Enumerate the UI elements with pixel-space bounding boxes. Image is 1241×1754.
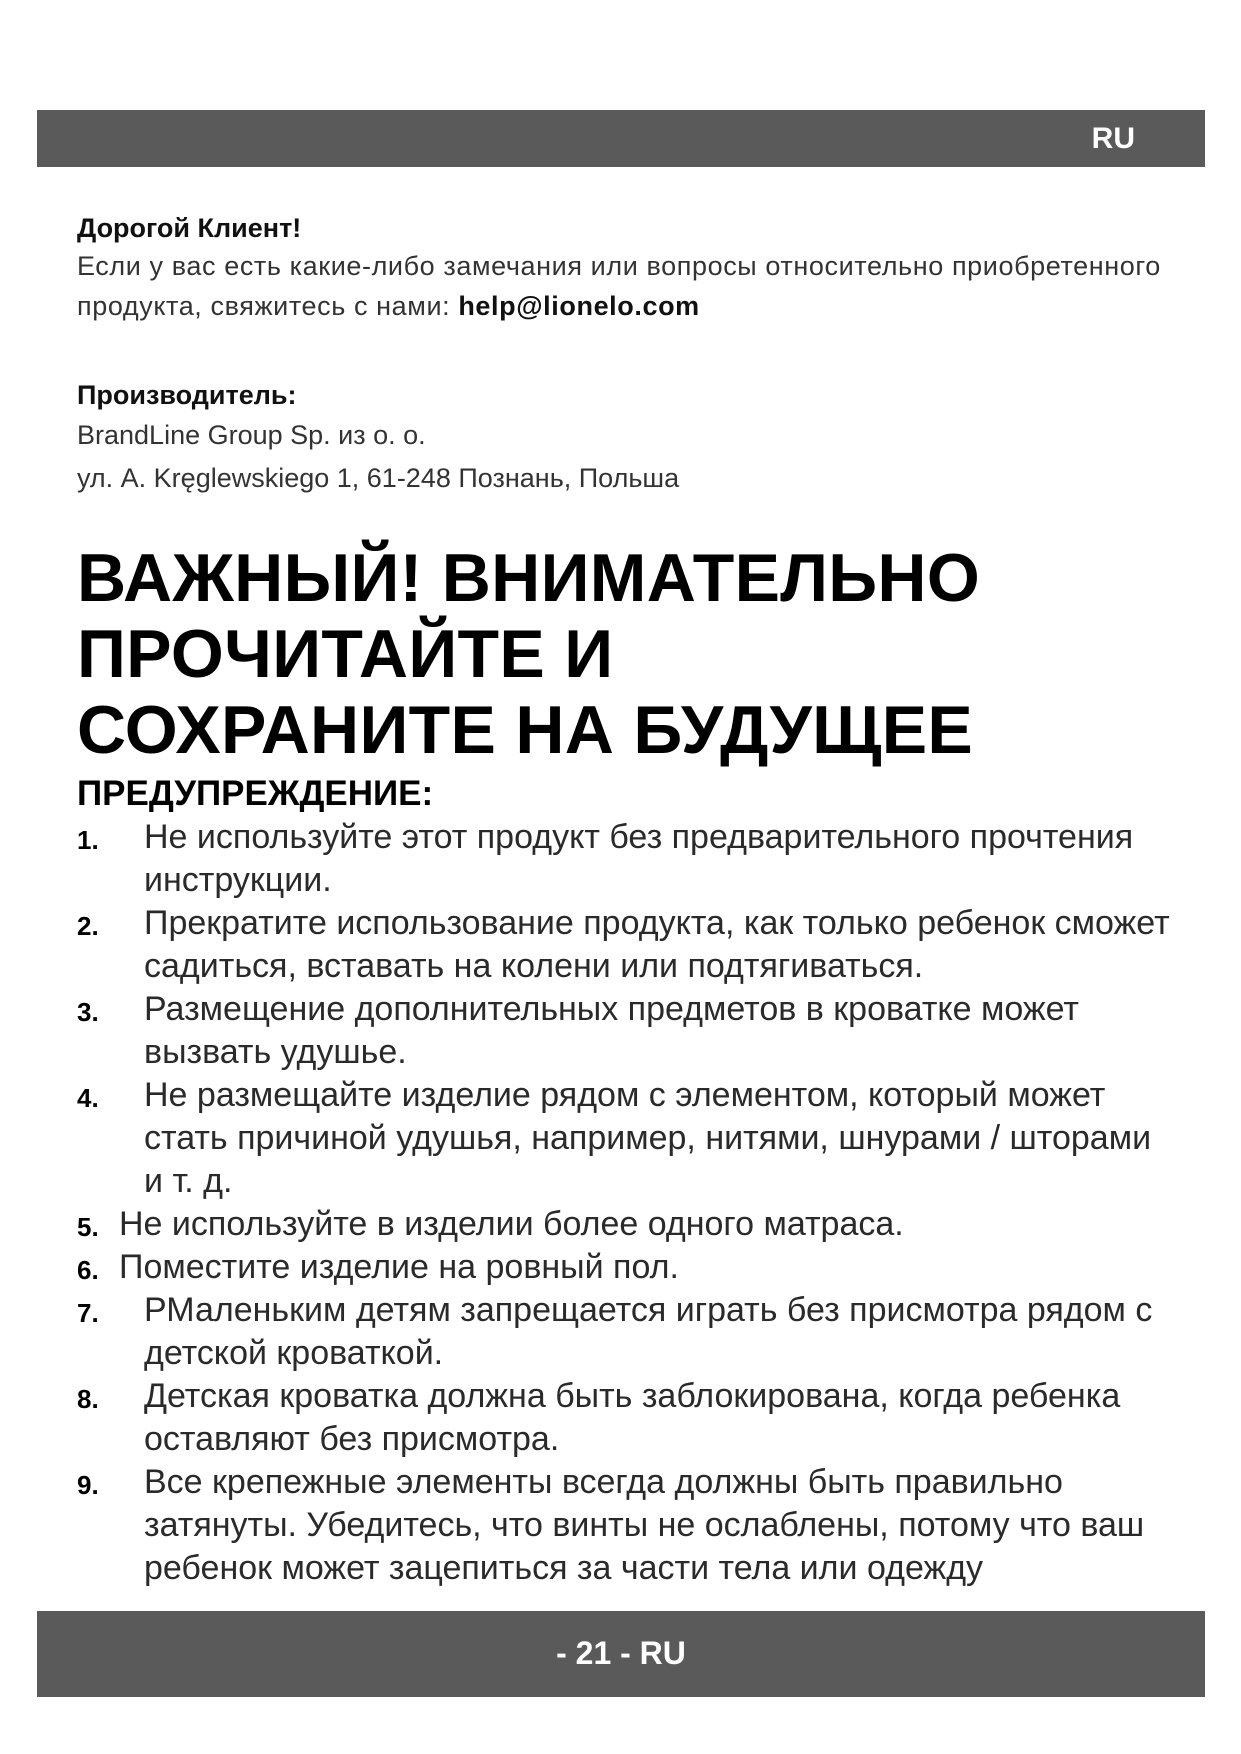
warning-item-text: РМаленьким детям запрещается играть без присмотра рядом с детской кроваткой. <box>144 1291 1153 1372</box>
warning-item-text: Детская кроватка должна быть заблокирована, когда ребенка оставляют без присмотра. <box>144 1377 1121 1458</box>
footer-bar <box>37 1611 1205 1697</box>
contact-title: Дорогой Клиент! <box>77 213 302 243</box>
warning-item <box>77 816 1177 902</box>
contact-text <box>77 246 1167 326</box>
warning-item-number: 1. <box>77 825 99 855</box>
warning-item <box>77 1074 1177 1203</box>
warning-item-number: 5. <box>77 1212 99 1242</box>
contact-email[interactable]: help@lionelo.com <box>458 291 700 321</box>
warning-item-text: Размещение дополнительных предметов в кроватке может вызвать удушье. <box>144 990 1079 1071</box>
important-heading <box>77 540 1187 768</box>
warning-item-number: 6. <box>77 1255 99 1285</box>
language-label: RU <box>1091 122 1135 155</box>
page-number: - 21 - RU <box>556 1635 686 1671</box>
warning-item <box>77 1461 1177 1590</box>
manufacturer-company: BrandLine Group Sp. из о. о. <box>77 420 426 450</box>
warning-item-text: Не используйте в изделии более одного матраса. <box>119 1205 904 1243</box>
contact-message: Если у вас есть какие-либо замечания или вопросы относительно приобретенного продукта, свяжитесь с нами: <box>77 251 1161 321</box>
warning-item-text: Поместите изделие на ровный пол. <box>119 1248 679 1286</box>
important-heading-line-1: ВАЖНЫЙ! ВНИМАТЕЛЬНО <box>77 540 981 616</box>
warning-list <box>77 816 1177 1590</box>
warning-item-number: 7. <box>77 1298 99 1328</box>
contact-section <box>77 210 1167 326</box>
warning-item <box>77 902 1177 988</box>
warning-item <box>77 988 1177 1074</box>
warning-item-text: Не используйте этот продукт без предварительного прочтения инструкции. <box>144 818 1134 899</box>
warning-item-number: 3. <box>77 997 99 1027</box>
warning-item-number: 2. <box>77 911 99 941</box>
important-heading-line-3: СОХРАНИТЕ НА БУДУЩЕЕ <box>77 692 974 768</box>
warning-item-text: Все крепежные элементы всегда должны быть правильно затянуты. Убедитесь, что винты не ослаблены, потому что ваш ребенок может зацепиться за части тела или одежду <box>144 1463 1145 1587</box>
warning-item <box>77 1203 1177 1246</box>
warning-item-text: Не размещайте изделие рядом с элементом, который может стать причиной удушья, например, нитями, шнурами / шторами и т. д. <box>144 1076 1152 1200</box>
warning-item-number: 9. <box>77 1470 99 1500</box>
manufacturer-section <box>77 376 1167 500</box>
manufacturer-title: Производитель: <box>77 380 297 410</box>
warning-title: ПРЕДУПРЕЖДЕНИЕ: <box>77 774 434 813</box>
warning-item <box>77 1289 1177 1375</box>
important-heading-line-2: ПРОЧИТАЙТЕ И <box>77 616 614 692</box>
warning-item-number: 4. <box>77 1083 99 1113</box>
manufacturer-address: ул. A. Kręglewskiego 1, 61-248 Познань, Польша <box>77 463 680 493</box>
warning-item <box>77 1246 1177 1289</box>
warning-item-text: Прекратите использование продукта, как только ребенок сможет садиться, вставать на колени или подтягиваться. <box>144 904 1170 985</box>
warning-item <box>77 1375 1177 1461</box>
warning-item-number: 8. <box>77 1384 99 1414</box>
header-bar <box>37 110 1205 167</box>
